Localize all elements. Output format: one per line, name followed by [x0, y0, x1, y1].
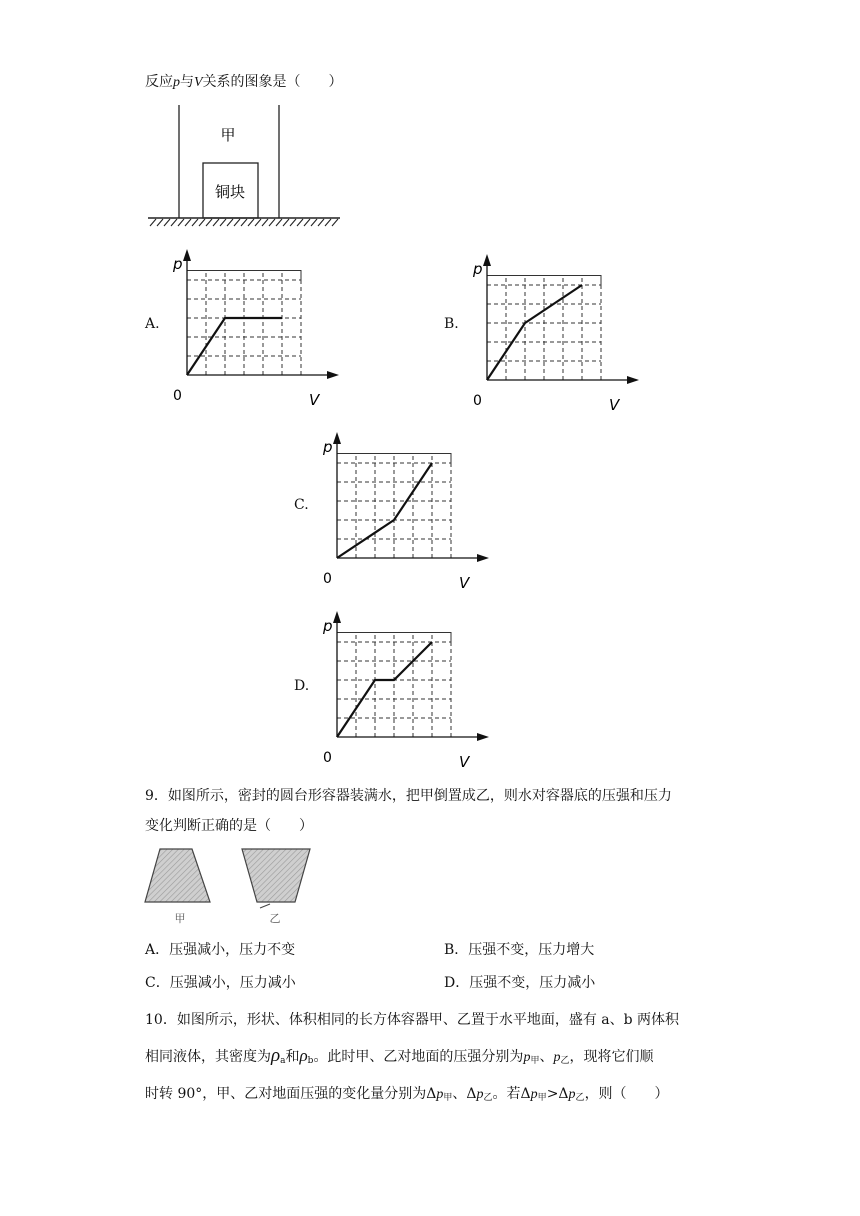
frustum-jia [145, 849, 210, 902]
q9-option-d: D．压强不变，压力减小 [444, 975, 596, 991]
q9-line1: 9．如图所示，密封的圆台形容器装满水，把甲倒置成乙，则水对容器底的压强和压力 [145, 788, 672, 804]
q9-line2: 变化判断正确的是（ ） [145, 818, 313, 834]
x-axis-arrow [477, 733, 489, 741]
frustum-yi [242, 849, 310, 902]
y-axis-arrow [333, 432, 341, 444]
q9-label-yi: 乙 [269, 912, 281, 925]
frustum-yi-mark [260, 904, 270, 908]
q9-option-a: A．压强减小，压力不变 [145, 942, 296, 958]
y-axis-arrow [333, 611, 341, 623]
q9-option-b: B．压强不变，压力增大 [444, 942, 595, 958]
x-axis-label: V [609, 396, 620, 414]
q9-label-jia: 甲 [174, 912, 186, 925]
graph-d [315, 607, 490, 772]
origin-label: 0 [173, 388, 182, 404]
p-v-line [337, 642, 432, 737]
option-a-label: A. [145, 316, 160, 332]
option-d-label: D. [294, 678, 310, 694]
option-c-label: C. [294, 497, 309, 513]
y-axis-label: p [473, 260, 483, 278]
y-axis-arrow [483, 254, 491, 266]
x-axis-label: V [459, 753, 470, 771]
p-v-line [337, 463, 432, 558]
graph-b [465, 250, 640, 415]
x-axis-label: V [309, 391, 320, 409]
origin-label: 0 [323, 750, 332, 766]
q9-option-c: C．压强减小，压力减小 [145, 975, 296, 991]
x-axis-arrow [327, 371, 339, 379]
block-label: 铜块 [214, 183, 246, 201]
container-label-jia: 甲 [220, 126, 236, 144]
container-figure [140, 100, 350, 230]
q10-line1: 10．如图所示，形状、体积相同的长方体容器甲、乙置于水平地面，盛有 a、b 两体积 [145, 1012, 680, 1028]
y-axis-label: p [323, 438, 333, 456]
origin-label: 0 [323, 571, 332, 587]
q8-tail: 反应p与V关系的图象是（ ） [145, 74, 343, 90]
option-b-label: B. [444, 316, 459, 332]
ground-hatch [150, 219, 338, 226]
graph-c [315, 428, 490, 593]
graph-a [165, 245, 340, 410]
y-axis-label: p [173, 255, 183, 273]
q9-figure [140, 842, 320, 927]
origin-label: 0 [473, 393, 482, 409]
p-v-line [487, 285, 582, 380]
p-v-line [187, 318, 282, 375]
q10-line3: 时转 90°，甲、乙对地面压强的变化量分别为$\Delta p_甲$、$\Delta p_乙$。若$\Delta p_甲>\Delta p_乙$，则（ ） [145, 1086, 669, 1103]
q10-line2: 相同液体，其密度为$\rho_a$和$\rho_b$。此时甲、乙对地面的压强分别为$p_甲$、$p_乙$，现将它们顺 [145, 1045, 654, 1066]
x-axis-arrow [477, 554, 489, 562]
x-axis-arrow [627, 376, 639, 384]
y-axis-label: p [323, 617, 333, 635]
y-axis-arrow [183, 249, 191, 261]
x-axis-label: V [459, 574, 470, 592]
